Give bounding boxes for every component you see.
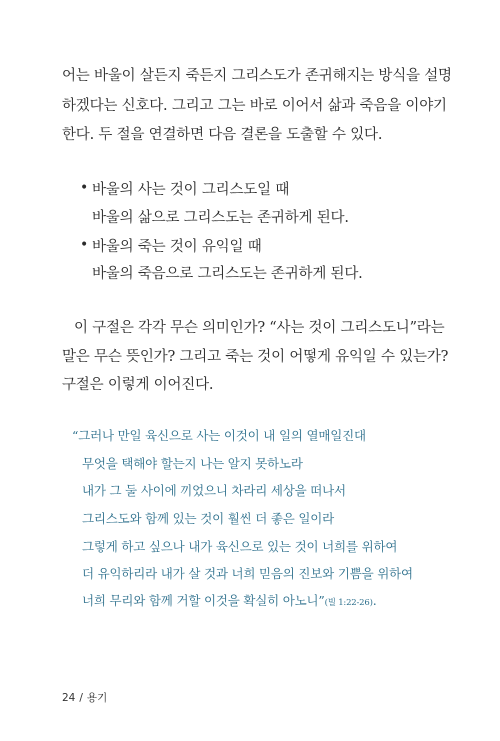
- intro-line-3: 한다. 두 절을 연결하면 다음 결론을 도출할 수 있다.: [62, 127, 383, 143]
- bullet-dot: •: [80, 237, 89, 253]
- question-line-3: 구절은 이렇게 이어진다.: [62, 377, 214, 393]
- bullet-1-line-1: 바울의 사는 것이 그리스도일 때: [92, 182, 290, 198]
- quote-last-text: 너희 무리와 함께 거할 이것을 확실히 아노니”: [82, 593, 325, 608]
- quote-line-4: 그리스도와 함께 있는 것이 훨씬 더 좋은 일이라: [82, 511, 335, 526]
- bullet-dot: •: [80, 180, 89, 196]
- page-footer: [62, 690, 107, 705]
- book-title: 용기: [86, 692, 108, 704]
- intro-line-1: 어는 바울이 살든지 죽든지 그리스도가 존귀해지는 방식을 설명: [62, 68, 452, 84]
- intro-line-2: 하겠다는 신호다. 그리고 그는 바로 이어서 삶과 죽음을 이야기: [62, 98, 447, 114]
- quote-line-6: 더 유익하리라 내가 살 것과 너희 믿음의 진보와 기쁨을 위하여: [82, 566, 413, 581]
- bullet-2-line-1: 바울의 죽는 것이 유익일 때: [92, 239, 262, 255]
- page-number: 24: [62, 692, 76, 704]
- quote-line-3: 내가 그 둘 사이에 끼었으니 차라리 세상을 떠나서: [82, 483, 346, 498]
- footer-separator: /: [79, 692, 83, 704]
- quote-line-7: [82, 592, 377, 612]
- quote-line-1: “그러나 만일 육신으로 사는 이것이 내 일의 열매일진대: [72, 428, 366, 443]
- quote-line-5: 그렇게 하고 싶으나 내가 육신으로 있는 것이 너희를 위하여: [82, 539, 398, 554]
- question-line-2: 말은 무슨 뜻인가? 그리고 죽는 것이 어떻게 유익일 수 있는가?: [62, 349, 449, 365]
- bullet-2-line-2: 바울의 죽음으로 그리스도는 존귀하게 된다.: [92, 266, 363, 282]
- quote-line-2: 무엇을 택해야 할는지 나는 알지 못하노라: [82, 456, 303, 471]
- scripture-reference: (빌 1:22-26): [324, 598, 373, 608]
- quote-end-period: .: [372, 593, 377, 608]
- question-line-1: 이 구절은 각각 무슨 의미인가? “사는 것이 그리스도니”라는: [74, 320, 445, 336]
- bullet-1-line-2: 바울의 삶으로 그리스도는 존귀하게 된다.: [92, 210, 349, 226]
